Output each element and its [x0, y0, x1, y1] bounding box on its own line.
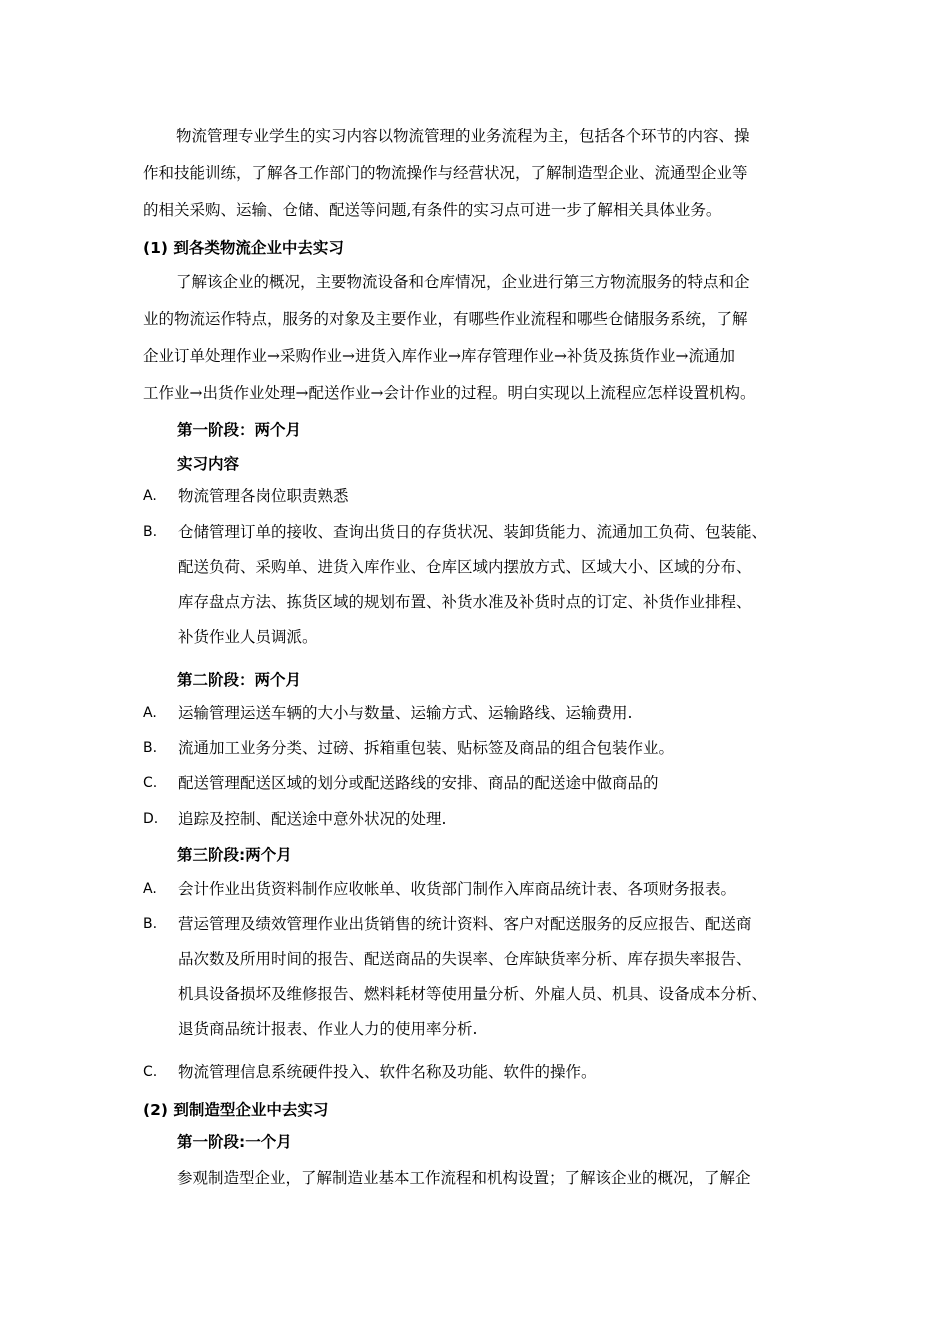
list-item — [143, 766, 823, 801]
content-title: 实习内容 — [177, 455, 240, 473]
list-item — [143, 731, 823, 766]
intro-line: 作和技能训练，了解各工作部门的物流操作与经营状况，了解制造型企业、流通型企业等 — [143, 164, 748, 182]
list-text: 库存盘点方法、拣货区域的规划布置、补货水准及补货时点的订定、补货作业排程、 — [178, 593, 752, 611]
stage3-title: 第三阶段:两个月 — [177, 846, 292, 864]
list-text: 运输管理运送车辆的大小与数量、运输方式、运输路线、运输费用. — [178, 704, 633, 722]
stage1-title: 第一阶段：两个月 — [177, 421, 302, 439]
intro-paragraph — [143, 118, 818, 229]
section2-stage1-title: 第一阶段:一个月 — [177, 1133, 292, 1151]
list-text: 退货商品统计报表、作业人力的使用率分析. — [178, 1020, 478, 1038]
section-heading-2: (2) 到制造型企业中去实习 — [143, 1101, 329, 1119]
list-marker: B. — [143, 916, 158, 932]
list-marker: C. — [143, 775, 158, 791]
list-marker: A. — [143, 881, 157, 897]
list-text: 营运管理及绩效管理作业出货销售的统计资料、客户对配送服务的反应报告、配送商 — [178, 915, 752, 933]
list-marker: B. — [143, 740, 158, 756]
list-marker: C. — [143, 1064, 158, 1080]
stage2-title: 第二阶段：两个月 — [177, 671, 302, 689]
list-text: 品次数及所用时间的报告、配送商品的失误率、仓库缺货率分析、库存损失率报告、 — [178, 950, 752, 968]
list-item — [143, 872, 823, 907]
section1-line: 企业订单处理作业→采购作业→进货入库作业→库存管理作业→补货及拣货作业→流通加 — [143, 347, 735, 365]
list-text: 会计作业出货资料制作应收帐单、收货部门制作入库商品统计表、各项财务报表。 — [178, 880, 737, 898]
list-item — [143, 802, 823, 837]
section1-line: 了解该企业的概况，主要物流设备和仓库情况，企业进行第三方物流服务的特点和企 — [176, 273, 750, 291]
list-text: 配送管理配送区域的划分或配送路线的安排、商品的配送途中做商品的 — [178, 774, 659, 792]
list-text: 流通加工业务分类、过磅、拆箱重包装、贴标签及商品的组合包装作业。 — [178, 739, 675, 757]
list-marker: D. — [143, 811, 159, 827]
intro-line: 物流管理专业学生的实习内容以物流管理的业务流程为主，包括各个环节的内容、操 — [176, 127, 750, 145]
list-text: 配送负荷、采购单、进货入库作业、仓库区域内摆放方式、区域大小、区域的分布、 — [178, 558, 752, 576]
list-item — [143, 696, 823, 731]
list-text: 仓储管理订单的接收、查询出货日的存货状况、装卸货能力、流通加工负荷、包装能、 — [178, 523, 768, 541]
section-heading-1: (1) 到各类物流企业中去实习 — [143, 239, 344, 257]
list-text: 物流管理信息系统硬件投入、软件名称及功能、软件的操作。 — [178, 1063, 597, 1081]
section1-line: 工作业→出货作业处理→配送作业→会计作业的过程。明白实现以上流程应怎样设置机构。 — [143, 384, 756, 402]
list-text: 追踪及控制、配送途中意外状况的处理. — [178, 810, 447, 828]
list-text: 物流管理各岗位职责熟悉 — [178, 487, 349, 505]
section2-line: 参观制造型企业，了解制造业基本工作流程和机构设置；了解该企业的概况，了解企 — [177, 1169, 751, 1187]
list-item — [143, 479, 823, 514]
list-text: 补货作业人员调派。 — [178, 628, 318, 646]
list-text: 机具设备损坏及维修报告、燃料耗材等使用量分析、外雇人员、机具、设备成本分析、 — [178, 985, 768, 1003]
section1-line: 业的物流运作特点，服务的对象及主要作业，有哪些作业流程和哪些仓储服务系统，了解 — [143, 310, 748, 328]
intro-line: 的相关采购、运输、仓储、配送等问题,有条件的实习点可进一步了解相关具体业务。 — [143, 201, 722, 219]
list-item — [143, 515, 823, 655]
list-marker: A. — [143, 705, 157, 721]
section1-paragraph — [143, 264, 818, 412]
list-marker: A. — [143, 488, 157, 504]
list-item — [143, 907, 823, 1047]
list-item — [143, 1055, 823, 1090]
list-marker: B. — [143, 524, 158, 540]
